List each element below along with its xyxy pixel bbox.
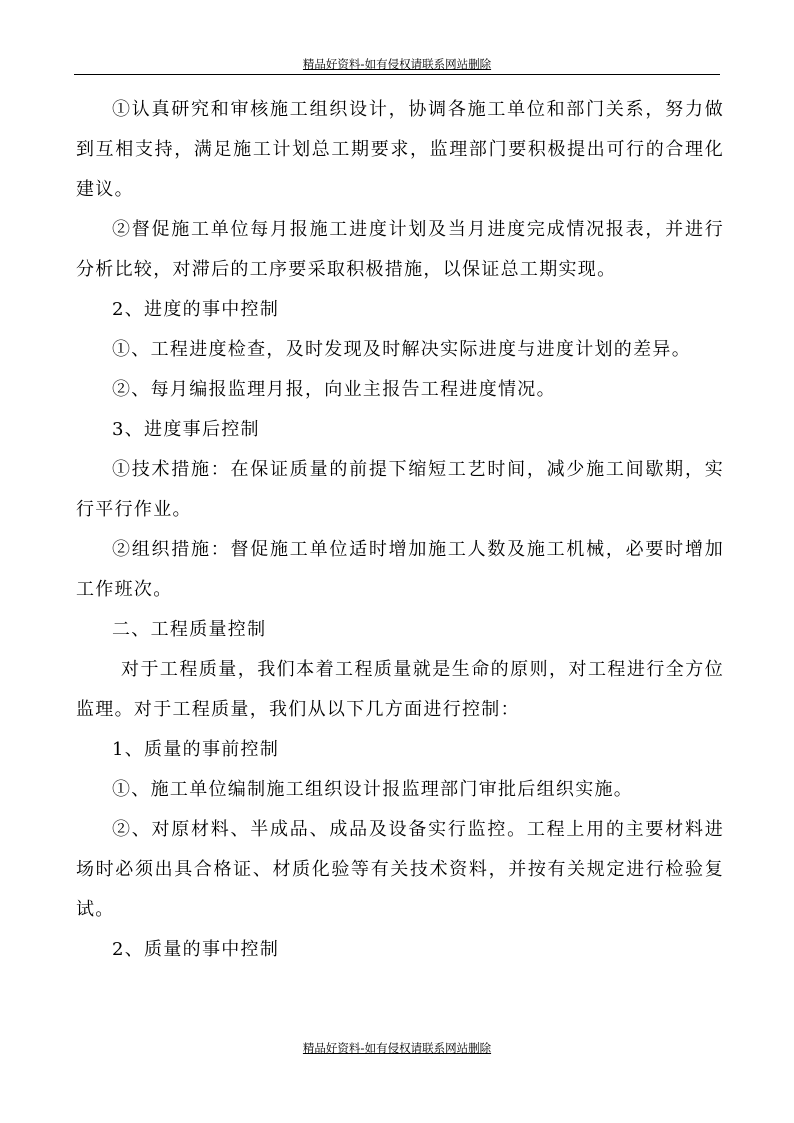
page-header: 精品好资料-如有侵权请联系网站删除: [302, 57, 492, 71]
heading-quality-control: 二、工程质量控制: [112, 619, 267, 640]
paragraph-organizational-measures: ②组织措施：督促施工单位适时增加施工人数及施工机械，必要时增加工作班次。: [76, 539, 724, 600]
page-footer: 精品好资料-如有侵权请联系网站删除: [302, 1041, 492, 1055]
heading-progress-in-process-control: 2、进度的事中控制: [112, 299, 280, 320]
paragraph-progress-check: ①、工程进度检查，及时发现及时解决实际进度与进度计划的差异。: [112, 339, 691, 360]
paragraph-schedule-review: ①认真研究和审核施工组织设计，协调各施工单位和部门关系，努力做到互相支持，满足施工计划总工期要求，监理部门要积极提出可行的合理化建议。: [76, 99, 724, 200]
header-divider: [74, 74, 720, 75]
document-body: [76, 90, 724, 970]
heading-quality-in-process-control: 2、质量的事中控制: [112, 939, 280, 960]
paragraph-construction-plan-approval: ①、施工单位编制施工组织设计报监理部门审批后组织实施。: [112, 779, 634, 800]
paragraph-monthly-supervision-report: ②、每月编报监理月报，向业主报告工程进度情况。: [112, 379, 556, 400]
paragraph-monthly-report: ②督促施工单位每月报施工进度计划及当月进度完成情况报表，并进行分析比较，对滞后的工序要采取积极措施，以保证总工期实现。: [76, 219, 724, 280]
paragraph-material-monitoring: ②、对原材料、半成品、成品及设备实行监控。工程上用的主要材料进场时必须出具合格证、材质化验等有关技术资料，并按有关规定进行检验复试。: [76, 819, 724, 920]
paragraph-quality-principle: 对于工程质量，我们本着工程质量就是生命的原则，对工程进行全方位监理。对于工程质量，我们从以下几方面进行控制：: [76, 659, 724, 720]
heading-progress-post-control: 3、进度事后控制: [112, 419, 260, 440]
paragraph-technical-measures: ①技术措施：在保证质量的前提下缩短工艺时间，减少施工间歇期，实行平行作业。: [76, 459, 724, 520]
heading-quality-pre-control: 1、质量的事前控制: [112, 739, 280, 760]
